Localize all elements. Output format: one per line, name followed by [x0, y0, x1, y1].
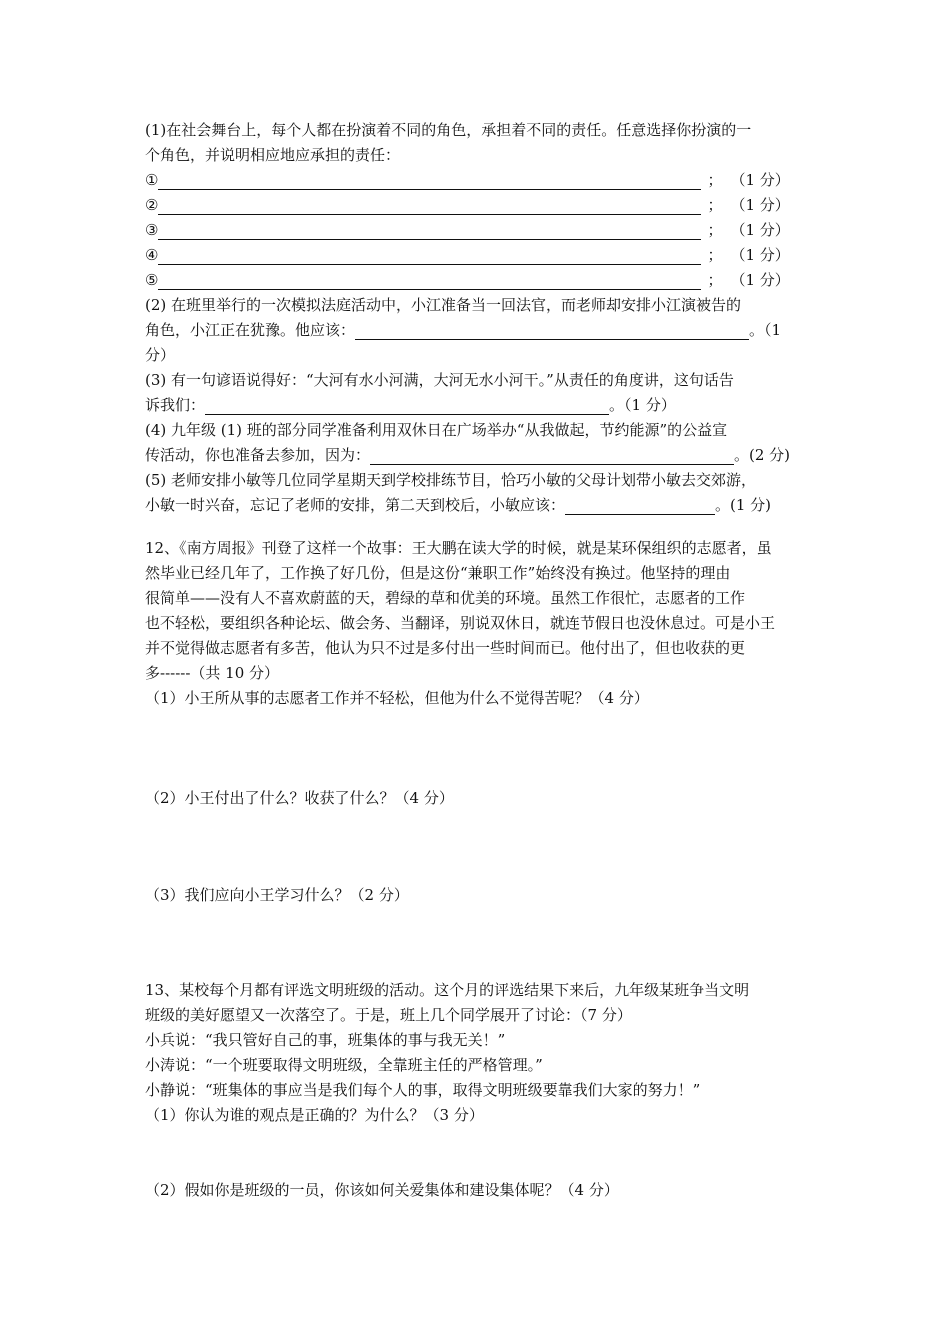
answer-blank[interactable] [370, 446, 734, 465]
q11-p2-line1: (2) 在班里举行的一次模拟法庭活动中，小江准备当一回法官，而老师却安排小江演被告的 [145, 296, 742, 314]
answer-space[interactable] [145, 1128, 815, 1178]
q12-line: 然毕业已经几年了，工作换了好几份，但是这份“兼职工作”始终没有换过。他坚持的理由 [145, 564, 731, 582]
q12-line: 很简单——没有人不喜欢蔚蓝的天，碧绿的草和优美的环境。虽然工作很忙，志愿者的工作 [145, 589, 746, 607]
q12-line: 也不轻松，要组织各种论坛、做会务、当翻译，别说双休日，就连节假日也没休息过。可是小王 [145, 614, 776, 632]
q11-p3-line1: (3) 有一句谚语说得好：“大河有水小河满，大河无水小河干。”从责任的角度讲，这句话告 [145, 371, 734, 389]
q13-line: 小静说：“班集体的事应当是我们每个人的事，取得文明班级要靠我们大家的努力！” [145, 1081, 701, 1099]
q11-p4-prompt: 传活动，你也准备去参加，因为： [145, 446, 371, 464]
q11-p5-line1: (5) 老师安排小敏等几位同学星期天到学校排练节目，恰巧小敏的父母计划带小敏去交郊游， [145, 471, 757, 489]
answer-blank[interactable] [205, 396, 609, 415]
q11-p3-line2 [145, 393, 815, 418]
role-row-4 [145, 243, 815, 268]
q11-p3-prompt: 诉我们： [145, 396, 206, 414]
q11-p5-score: 。(1 分) [715, 496, 772, 514]
role-sep: ； [707, 196, 723, 214]
answer-blank[interactable] [158, 271, 701, 290]
q11-p1-line2: 个角色，并说明相应地应承担的责任： [145, 146, 401, 164]
q11-p4-score: 。(2 分) [734, 446, 791, 464]
q13-sub1: （1）你认为谁的观点是正确的？为什么？（3 分） [145, 1106, 484, 1124]
q12-sub2: （2）小王付出了什么？收获了什么？（4 分） [145, 789, 454, 807]
q11-p4-line1: (4) 九年级 (1) 班的部分同学准备利用双休日在广场举办“从我做起，节约能源”的公益宣 [145, 421, 728, 439]
q13-line: 小涛说：“一个班要取得文明班级，全靠班主任的严格管理。” [145, 1056, 543, 1074]
role-row-3 [145, 218, 815, 243]
q11-p1-line1: (1)在社会舞台上，每个人都在扮演着不同的角色，承担着不同的责任。任意选择你扮演的一 [145, 121, 752, 139]
role-sep: ； [707, 271, 723, 289]
q11-p2-prompt: 角色，小江正在犹豫。他应该： [145, 321, 356, 339]
q12-line: 并不觉得做志愿者有多苦，他认为只不过是多付出一些时间而已。他付出了，但也收获的更 [145, 639, 746, 657]
q13-line: 13、某校每个月都有评选文明班级的活动。这个月的评选结果下来后，九年级某班争当文明 [145, 981, 750, 999]
role-row-5 [145, 268, 815, 293]
q11-p5-prompt: 小敏一时兴奋，忘记了老师的安排，第二天到校后，小敏应该： [145, 496, 566, 514]
role-mark: ⑤ [145, 271, 159, 289]
q12-line: 多------（共 10 分） [145, 664, 280, 682]
role-sep: ； [707, 246, 723, 264]
role-row-1 [145, 168, 815, 193]
role-score: （1 分） [730, 196, 790, 214]
role-score: （1 分） [730, 221, 790, 239]
q13-sub2: （2）假如你是班级的一员，你该如何关爱集体和建设集体呢？（4 分） [145, 1181, 619, 1199]
role-mark: ① [145, 171, 159, 189]
role-score: （1 分） [730, 171, 790, 189]
answer-blank[interactable] [158, 246, 701, 265]
role-score: （1 分） [730, 246, 790, 264]
role-row-2 [145, 193, 815, 218]
answer-blank[interactable] [565, 496, 715, 515]
q11-p2-line3: 分） [145, 346, 176, 364]
answer-blank[interactable] [158, 171, 701, 190]
answer-space[interactable] [145, 908, 815, 978]
answer-space[interactable] [145, 811, 815, 883]
q11-p3-score: 。（1 分） [609, 396, 676, 414]
q11-p5-line2 [145, 493, 815, 518]
role-sep: ； [707, 221, 723, 239]
q13-line: 班级的美好愿望又一次落空了。于是，班上几个同学展开了讨论：（7 分） [145, 1006, 632, 1024]
q13-line: 小兵说：“我只管好自己的事，班集体的事与我无关！” [145, 1031, 506, 1049]
q11-p2-line2 [145, 318, 815, 343]
answer-blank[interactable] [158, 196, 701, 215]
answer-space[interactable] [145, 711, 815, 786]
role-mark: ③ [145, 221, 159, 239]
role-score: （1 分） [730, 271, 790, 289]
q12-line: 12、《南方周报》刊登了这样一个故事：王大鹏在读大学的时候，就是某环保组织的志愿者，虽 [145, 539, 772, 557]
q11-p2-score: 。（1 [749, 321, 782, 339]
answer-blank[interactable] [355, 321, 749, 340]
q12-sub1: （1）小王所从事的志愿者工作并不轻松，但他为什么不觉得苦呢？（4 分） [145, 689, 649, 707]
exam-page [145, 118, 815, 1203]
answer-blank[interactable] [158, 221, 701, 240]
role-sep: ； [707, 171, 723, 189]
q11-p4-line2 [145, 443, 815, 468]
role-mark: ④ [145, 246, 159, 264]
role-mark: ② [145, 196, 159, 214]
q12-sub3: （3）我们应向小王学习什么？（2 分） [145, 886, 409, 904]
